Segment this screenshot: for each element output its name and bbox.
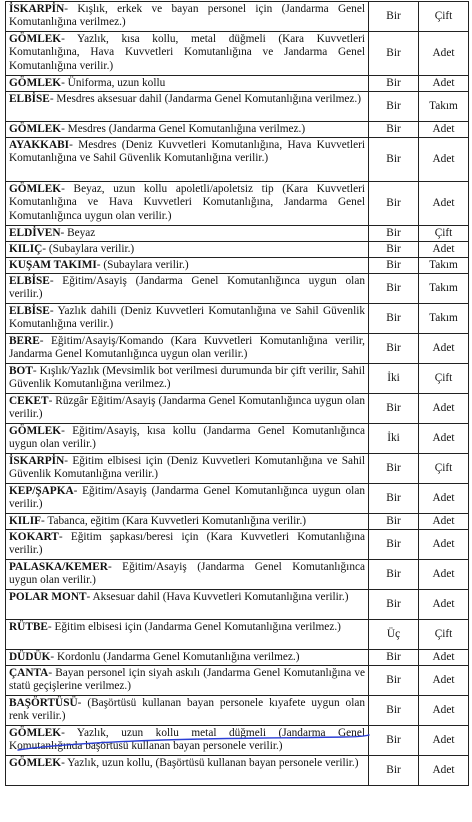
item-name: GÖMLEK bbox=[9, 33, 62, 45]
quantity-cell: Bir bbox=[369, 514, 419, 530]
item-name: CEKET bbox=[9, 395, 49, 407]
uniform-allowance-table bbox=[5, 1, 469, 786]
table-row bbox=[6, 650, 469, 666]
item-details: - Mesdres aksesuar dahil (Jandarma Genel Komutanlığına verilmez.) bbox=[49, 93, 362, 105]
table-row bbox=[6, 620, 469, 650]
item-name: GÖMLEK bbox=[9, 727, 62, 739]
item-details: - (Başörtüsü kullanan bayan personele kıyafete uygun olan renk verilir.) bbox=[9, 697, 365, 723]
quantity-cell: Bir bbox=[369, 666, 419, 696]
table-row bbox=[6, 258, 469, 274]
item-name: POLAR MONT bbox=[9, 591, 87, 603]
item-description-cell bbox=[6, 560, 369, 590]
table-row bbox=[6, 726, 469, 756]
unit-cell: Adet bbox=[419, 696, 469, 726]
unit-cell: Takım bbox=[419, 274, 469, 304]
item-name: BOT bbox=[9, 365, 33, 377]
table-row bbox=[6, 182, 469, 226]
table-row bbox=[6, 394, 469, 424]
item-details: - Beyaz bbox=[60, 227, 96, 239]
unit-cell: Adet bbox=[419, 650, 469, 666]
table-row bbox=[6, 560, 469, 590]
unit-cell: Adet bbox=[419, 726, 469, 756]
table-row bbox=[6, 76, 469, 92]
unit-cell: Takım bbox=[419, 258, 469, 274]
item-details: - Eğitim/Asayiş (Jandarma Genel Komutanlığınca uygun olan verilir.) bbox=[9, 275, 365, 301]
item-name: İSKARPİN bbox=[9, 3, 65, 15]
item-description-cell bbox=[6, 454, 369, 484]
quantity-cell: Bir bbox=[369, 484, 419, 514]
item-description-cell bbox=[6, 226, 369, 242]
quantity-cell: Bir bbox=[369, 274, 419, 304]
quantity-cell: Bir bbox=[369, 726, 419, 756]
unit-cell: Adet bbox=[419, 424, 469, 454]
unit-cell: Takım bbox=[419, 92, 469, 122]
quantity-cell: Bir bbox=[369, 182, 419, 226]
item-details: - Üniforma, uzun kollu bbox=[61, 77, 166, 89]
item-name: ELBİSE bbox=[9, 275, 50, 287]
table-row bbox=[6, 334, 469, 364]
item-description-cell bbox=[6, 394, 369, 424]
unit-cell: Adet bbox=[419, 32, 469, 76]
quantity-cell: Bir bbox=[369, 756, 419, 786]
item-details: - Kışlık, erkek ve bayan personel için (Jandarma Genel Komutanlığına verilmez.) bbox=[9, 3, 365, 29]
item-description-cell bbox=[6, 620, 369, 650]
quantity-cell: Bir bbox=[369, 650, 419, 666]
item-details: - Mesdres (Deniz Kuvvetleri Komutanlığına, Hava Kuvvetleri Komutanlığına ve Sahil Güvenlik Komutanlığına verilir.) bbox=[9, 139, 365, 165]
item-details: - Eğitim/Asayiş, kısa kollu (Jandarma Genel Komutanlığınca uygun olan verilir.) bbox=[9, 425, 365, 451]
table-row bbox=[6, 274, 469, 304]
item-description-cell bbox=[6, 530, 369, 560]
item-details: - (Subaylara verilir.) bbox=[42, 243, 135, 255]
item-details: - Beyaz, uzun kollu apoletli/apoletsiz tip (Kara Kuvvetleri Komutanlığına ve Hava Kuvvetleri Komutanlığına, Jandarma Genel Komutanlığınca uygun olan verilir.) bbox=[9, 183, 365, 222]
item-description-cell bbox=[6, 514, 369, 530]
item-description-cell bbox=[6, 696, 369, 726]
quantity-cell: Bir bbox=[369, 138, 419, 182]
unit-cell: Adet bbox=[419, 530, 469, 560]
item-details: - Eğitim/Asayiş (Jandarma Genel Komutanlığınca uygun olan verilir.) bbox=[9, 485, 365, 511]
item-details: - (Subaylara verilir.) bbox=[96, 259, 189, 271]
unit-cell: Adet bbox=[419, 560, 469, 590]
unit-cell: Adet bbox=[419, 590, 469, 620]
item-details: - Kordonlu (Jandarma Genel Komutanlığına verilmez.) bbox=[50, 651, 300, 663]
item-description-cell bbox=[6, 364, 369, 394]
quantity-cell: Bir bbox=[369, 394, 419, 424]
unit-cell: Çift bbox=[419, 364, 469, 394]
table-body bbox=[6, 2, 469, 786]
item-description-cell bbox=[6, 666, 369, 696]
item-details: - Eğitim elbisesi için (Deniz Kuvvetleri Komutanlığına ve Sahil Güvenlik Komutanlığına verilir.) bbox=[9, 455, 365, 481]
item-details: - Yazlık, uzun kollu metal düğmeli (Jandarma Genel Komutanlığında başörtüsü kullanan bayan personele verilir.) bbox=[9, 727, 365, 753]
item-description-cell bbox=[6, 274, 369, 304]
table-row bbox=[6, 696, 469, 726]
item-description-cell bbox=[6, 650, 369, 666]
unit-cell: Adet bbox=[419, 394, 469, 424]
quantity-cell: Bir bbox=[369, 454, 419, 484]
item-name: İSKARPİN bbox=[9, 455, 65, 467]
item-description-cell bbox=[6, 756, 369, 786]
quantity-cell: Bir bbox=[369, 590, 419, 620]
item-details: - Mesdres (Jandarma Genel Komutanlığına verilmez.) bbox=[61, 123, 306, 135]
quantity-cell: Üç bbox=[369, 620, 419, 650]
quantity-cell: Bir bbox=[369, 122, 419, 138]
item-details: - Aksesuar dahil (Hava Kuvvetleri Komutanlığına verilir.) bbox=[86, 591, 349, 603]
quantity-cell: Bir bbox=[369, 258, 419, 274]
unit-cell: Adet bbox=[419, 76, 469, 92]
unit-cell: Adet bbox=[419, 138, 469, 182]
quantity-cell: İki bbox=[369, 364, 419, 394]
unit-cell: Adet bbox=[419, 334, 469, 364]
table-row bbox=[6, 364, 469, 394]
item-description-cell bbox=[6, 92, 369, 122]
unit-cell: Çift bbox=[419, 620, 469, 650]
item-details: - Yazlık, kısa kollu, metal düğmeli (Kara Kuvvetleri Komutanlığına, Hava Kuvvetleri Komutanlığına ve Jandarma Genel Komutanlığına verilir.) bbox=[9, 33, 365, 72]
table-row bbox=[6, 304, 469, 334]
item-description-cell bbox=[6, 138, 369, 182]
table-row bbox=[6, 514, 469, 530]
item-name: GÖMLEK bbox=[9, 77, 62, 89]
quantity-cell: Bir bbox=[369, 226, 419, 242]
item-details: - Yazlık dahili (Deniz Kuvvetleri Komutanlığına ve Sahil Güvenlik Komutanlığına verilir.) bbox=[9, 305, 365, 331]
item-name: AYAKKABI bbox=[9, 139, 70, 151]
item-name: KILIÇ bbox=[9, 243, 43, 255]
item-details: - Eğitim/Asayiş (Jandarma Genel Komutanlığınca uygun olan verilir.) bbox=[9, 561, 365, 587]
table-row bbox=[6, 424, 469, 454]
item-description-cell bbox=[6, 32, 369, 76]
item-name: BERE bbox=[9, 335, 40, 347]
quantity-cell: Bir bbox=[369, 530, 419, 560]
unit-cell: Adet bbox=[419, 756, 469, 786]
document-page bbox=[5, 1, 468, 786]
item-description-cell bbox=[6, 76, 369, 92]
item-name: PALASKA/KEMER bbox=[9, 561, 108, 573]
item-details: - Kışlık/Yazlık (Mevsimlik bot verilmesi durumunda bir çift verilir, Sahil Güvenlik Komutanlığına verilmez.) bbox=[9, 365, 365, 391]
quantity-cell: Bir bbox=[369, 2, 419, 32]
unit-cell: Adet bbox=[419, 484, 469, 514]
quantity-cell: Bir bbox=[369, 32, 419, 76]
unit-cell: Adet bbox=[419, 242, 469, 258]
item-name: ELBİSE bbox=[9, 93, 50, 105]
item-name: KILIF bbox=[9, 515, 42, 527]
item-details: - Eğitim şapkası/beresi için (Kara Kuvvetleri Komutanlığına verilir.) bbox=[9, 531, 365, 557]
table-row bbox=[6, 590, 469, 620]
item-description-cell bbox=[6, 304, 369, 334]
table-row bbox=[6, 2, 469, 32]
quantity-cell: Bir bbox=[369, 560, 419, 590]
item-description-cell bbox=[6, 182, 369, 226]
table-row bbox=[6, 226, 469, 242]
table-row bbox=[6, 756, 469, 786]
table-row bbox=[6, 92, 469, 122]
table-row bbox=[6, 32, 469, 76]
item-name: GÖMLEK bbox=[9, 183, 62, 195]
unit-cell: Adet bbox=[419, 182, 469, 226]
unit-cell: Adet bbox=[419, 666, 469, 696]
item-name: GÖMLEK bbox=[9, 425, 62, 437]
item-description-cell bbox=[6, 484, 369, 514]
item-name: KOKART bbox=[9, 531, 59, 543]
quantity-cell: Bir bbox=[369, 92, 419, 122]
item-details: - Eğitim/Asayiş/Komando (Kara Kuvvetleri Komutanlığına verilir, Jandarma Genel Komutanlığınca uygun olan verilir.) bbox=[9, 335, 365, 361]
unit-cell: Adet bbox=[419, 514, 469, 530]
item-description-cell bbox=[6, 726, 369, 756]
item-name: ELDİVEN bbox=[9, 227, 61, 239]
unit-cell: Adet bbox=[419, 122, 469, 138]
table-row bbox=[6, 484, 469, 514]
table-row bbox=[6, 666, 469, 696]
quantity-cell: Bir bbox=[369, 242, 419, 258]
item-name: RÜTBE bbox=[9, 621, 48, 633]
item-details: - Tabanca, eğitim (Kara Kuvvetleri Komutanlığına verilir.) bbox=[41, 515, 307, 527]
table-row bbox=[6, 454, 469, 484]
quantity-cell: Bir bbox=[369, 696, 419, 726]
item-name: KEP/ŞAPKA bbox=[9, 485, 74, 497]
table-row bbox=[6, 242, 469, 258]
item-name: ELBİSE bbox=[9, 305, 50, 317]
table-row bbox=[6, 122, 469, 138]
item-description-cell bbox=[6, 334, 369, 364]
item-description-cell bbox=[6, 590, 369, 620]
item-details: - Yazlık, uzun kollu, (Başörtüsü kullanan bayan personele verilir.) bbox=[61, 757, 359, 769]
item-name: GÖMLEK bbox=[9, 757, 62, 769]
quantity-cell: Bir bbox=[369, 304, 419, 334]
item-name: KUŞAM TAKIMI bbox=[9, 259, 97, 271]
unit-cell: Takım bbox=[419, 304, 469, 334]
quantity-cell: İki bbox=[369, 424, 419, 454]
unit-cell: Çift bbox=[419, 2, 469, 32]
item-details: - Eğitim elbisesi için (Jandarma Genel Komutanlığına verilmez.) bbox=[47, 621, 341, 633]
item-description-cell bbox=[6, 122, 369, 138]
item-name: BAŞÖRTÜSÜ bbox=[9, 697, 78, 709]
item-description-cell bbox=[6, 2, 369, 32]
item-description-cell bbox=[6, 258, 369, 274]
item-details: - Rüzgâr Eğitim/Asayiş (Jandarma Genel Komutanlığınca uygun olan verilir.) bbox=[9, 395, 365, 421]
item-details: - Bayan personel için siyah askılı (Jandarma Genel Komutanlığına ve statü geçişlerine verilmez.) bbox=[9, 667, 365, 693]
table-row bbox=[6, 530, 469, 560]
item-name: ÇANTA bbox=[9, 667, 49, 679]
item-description-cell bbox=[6, 242, 369, 258]
quantity-cell: Bir bbox=[369, 334, 419, 364]
item-description-cell bbox=[6, 424, 369, 454]
item-name: DÜDÜK bbox=[9, 651, 51, 663]
table-row bbox=[6, 138, 469, 182]
unit-cell: Çift bbox=[419, 454, 469, 484]
unit-cell: Çift bbox=[419, 226, 469, 242]
item-name: GÖMLEK bbox=[9, 123, 62, 135]
quantity-cell: Bir bbox=[369, 76, 419, 92]
